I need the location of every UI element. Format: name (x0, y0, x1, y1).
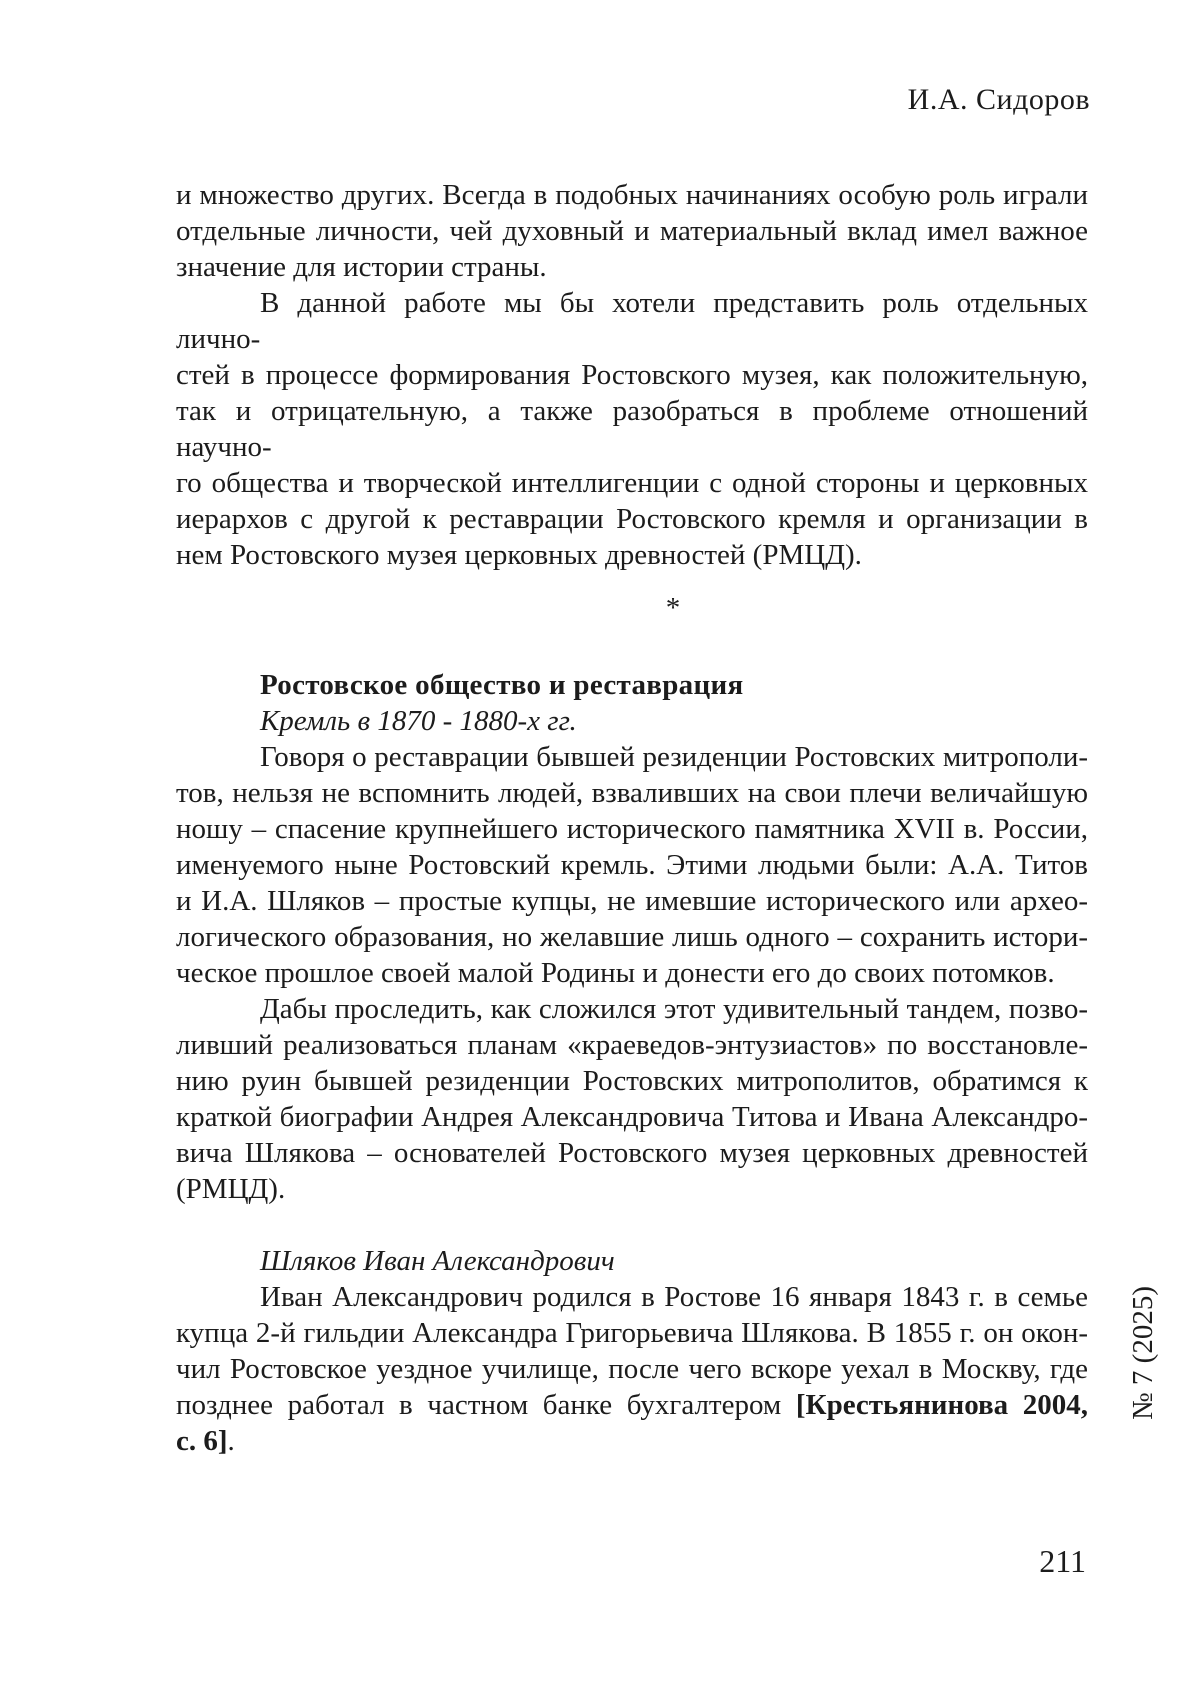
paragraph (176, 991, 1088, 1207)
text-run: . (227, 1425, 235, 1457)
text-line (176, 1387, 1088, 1423)
text-line: чил Ростовское уездное училище, после чего вскоре уехал в Москву, где (176, 1353, 1088, 1385)
text-line: логического образования, но желавшие лишь одного – сохранить истори- (176, 921, 1088, 953)
text-line: стей в процессе формирования Ростовского музея, как положительную, (176, 359, 1088, 391)
text-line: нем Ростовского музея церковных древностей (РМЦД). (176, 539, 862, 571)
issue-label: № 7 (2025) (1127, 1286, 1159, 1420)
text-line: ношу – спасение крупнейшего исторического памятника XVII в. России, (176, 813, 1088, 845)
page-number: 211 (1039, 1543, 1086, 1579)
text-column (176, 177, 1088, 1459)
text-line: именуемого ныне Ростовский кремль. Этими людьми были: А.А. Титов (176, 849, 1088, 881)
text-line: ливший реализоваться планам «краеведов-энтузиастов» по восстановле- (176, 1029, 1088, 1061)
paragraph (176, 739, 1088, 991)
header-author: И.А. Сидоров (907, 83, 1090, 116)
text-line: Дабы проследить, как сложился этот удивительный тандем, позво- (260, 993, 1088, 1025)
text-line: нию руин бывшей резиденции Ростовских митрополитов, обратимся к (176, 1065, 1088, 1097)
paragraph (176, 1279, 1088, 1459)
text-line: и множество других. Всегда в подобных начинаниях особую роль играли (176, 179, 1088, 211)
text-line: так и отрицательную, а также разобраться в проблеме отношений научно- (176, 395, 1088, 463)
text-line: го общества и творческой интеллигенции с одной стороны и церковных (176, 467, 1088, 499)
text-line: В данной работе мы бы хотели представить роль отдельных лично- (176, 287, 1088, 355)
text-line: (РМЦД). (176, 1173, 286, 1205)
citation: с. 6] (176, 1425, 228, 1457)
section-heading: Ростовское общество и реставрация (260, 669, 744, 701)
bio-heading: Шляков Иван Александрович (260, 1245, 615, 1277)
section-separator: * (665, 592, 681, 624)
text-line: иерархов с другой к реставрации Ростовского кремля и организации в (176, 503, 1088, 535)
text-line: купца 2-й гильдии Александра Григорьевича Шлякова. В 1855 г. он окон- (176, 1317, 1088, 1349)
text-line: и И.А. Шляков – простые купцы, не имевшие исторического или архео- (176, 885, 1088, 917)
paragraph (176, 285, 1088, 573)
text-line: краткой биографии Андрея Александровича Титова и Ивана Александро- (176, 1101, 1088, 1133)
section-subheading: Кремль в 1870 - 1880-х гг. (260, 705, 577, 737)
paragraph (176, 177, 1088, 285)
text-line: Иван Александрович родился в Ростове 16 января 1843 г. в семье (260, 1281, 1088, 1313)
text-line: тов, нельзя не вспомнить людей, взваливших на свои плечи величайшую (176, 777, 1088, 809)
text-line (176, 1423, 1088, 1459)
text-line: вича Шлякова – основателей Ростовского музея церковных древностей (176, 1137, 1088, 1169)
citation: [Крестьянинова 2004, (795, 1389, 1088, 1421)
text-line: отдельные личности, чей духовный и материальный вклад имел важное (176, 215, 1088, 247)
text-line: Говоря о реставрации бывшей резиденции Ростовских митрополи- (260, 741, 1088, 773)
text-line: ческое прошлое своей малой Родины и донести его до своих потомков. (176, 957, 1055, 989)
text-line: значение для истории страны. (176, 251, 547, 283)
text-run: позднее работал в частном банке бухгалтером (176, 1389, 796, 1421)
